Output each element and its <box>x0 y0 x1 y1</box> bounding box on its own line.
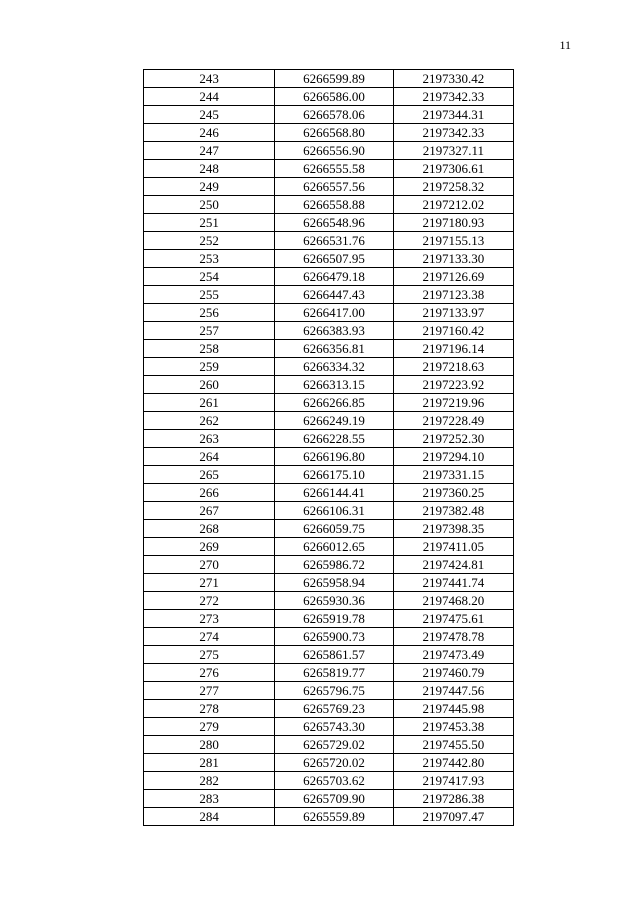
y-coordinate-cell: 2197360.25 <box>393 484 513 502</box>
y-coordinate-cell: 2197411.05 <box>393 538 513 556</box>
x-coordinate-cell: 6265861.57 <box>275 646 393 664</box>
x-coordinate-cell: 6266249.19 <box>275 412 393 430</box>
table-row <box>144 196 514 214</box>
x-coordinate-cell: 6266313.15 <box>275 376 393 394</box>
x-coordinate-cell: 6266568.80 <box>275 124 393 142</box>
table-row <box>144 70 514 88</box>
y-coordinate-cell: 2197252.30 <box>393 430 513 448</box>
x-coordinate-cell: 6265729.02 <box>275 736 393 754</box>
y-coordinate-cell: 2197453.38 <box>393 718 513 736</box>
point-number-cell: 253 <box>144 250 275 268</box>
coordinates-table-body <box>144 70 514 826</box>
point-number-cell: 255 <box>144 286 275 304</box>
point-number-cell: 276 <box>144 664 275 682</box>
point-number-cell: 249 <box>144 178 275 196</box>
table-row <box>144 286 514 304</box>
y-coordinate-cell: 2197424.81 <box>393 556 513 574</box>
table-row <box>144 430 514 448</box>
table-row <box>144 592 514 610</box>
y-coordinate-cell: 2197133.97 <box>393 304 513 322</box>
point-number-cell: 252 <box>144 232 275 250</box>
x-coordinate-cell: 6265819.77 <box>275 664 393 682</box>
table-row <box>144 124 514 142</box>
y-coordinate-cell: 2197342.33 <box>393 88 513 106</box>
table-row <box>144 214 514 232</box>
point-number-cell: 269 <box>144 538 275 556</box>
table-row <box>144 700 514 718</box>
point-number-cell: 263 <box>144 430 275 448</box>
point-number-cell: 268 <box>144 520 275 538</box>
y-coordinate-cell: 2197294.10 <box>393 448 513 466</box>
point-number-cell: 270 <box>144 556 275 574</box>
point-number-cell: 278 <box>144 700 275 718</box>
x-coordinate-cell: 6266578.06 <box>275 106 393 124</box>
table-row <box>144 412 514 430</box>
y-coordinate-cell: 2197219.96 <box>393 394 513 412</box>
y-coordinate-cell: 2197196.14 <box>393 340 513 358</box>
point-number-cell: 274 <box>144 628 275 646</box>
y-coordinate-cell: 2197331.15 <box>393 466 513 484</box>
table-row <box>144 502 514 520</box>
x-coordinate-cell: 6266106.31 <box>275 502 393 520</box>
x-coordinate-cell: 6266558.88 <box>275 196 393 214</box>
point-number-cell: 275 <box>144 646 275 664</box>
y-coordinate-cell: 2197445.98 <box>393 700 513 718</box>
coordinates-table <box>143 69 514 826</box>
table-row <box>144 394 514 412</box>
x-coordinate-cell: 6266334.32 <box>275 358 393 376</box>
point-number-cell: 279 <box>144 718 275 736</box>
point-number-cell: 260 <box>144 376 275 394</box>
table-row <box>144 466 514 484</box>
x-coordinate-cell: 6265743.30 <box>275 718 393 736</box>
point-number-cell: 282 <box>144 772 275 790</box>
x-coordinate-cell: 6266599.89 <box>275 70 393 88</box>
y-coordinate-cell: 2197442.80 <box>393 754 513 772</box>
point-number-cell: 273 <box>144 610 275 628</box>
table-row <box>144 718 514 736</box>
x-coordinate-cell: 6265720.02 <box>275 754 393 772</box>
point-number-cell: 283 <box>144 790 275 808</box>
point-number-cell: 248 <box>144 160 275 178</box>
x-coordinate-cell: 6265900.73 <box>275 628 393 646</box>
point-number-cell: 243 <box>144 70 275 88</box>
point-number-cell: 265 <box>144 466 275 484</box>
page-number: 11 <box>559 38 571 52</box>
y-coordinate-cell: 2197478.78 <box>393 628 513 646</box>
x-coordinate-cell: 6266383.93 <box>275 322 393 340</box>
table-row <box>144 160 514 178</box>
y-coordinate-cell: 2197460.79 <box>393 664 513 682</box>
table-row <box>144 790 514 808</box>
x-coordinate-cell: 6265930.36 <box>275 592 393 610</box>
y-coordinate-cell: 2197473.49 <box>393 646 513 664</box>
table-row <box>144 358 514 376</box>
table-row <box>144 538 514 556</box>
point-number-cell: 261 <box>144 394 275 412</box>
x-coordinate-cell: 6266175.10 <box>275 466 393 484</box>
point-number-cell: 246 <box>144 124 275 142</box>
y-coordinate-cell: 2197223.92 <box>393 376 513 394</box>
y-coordinate-cell: 2197344.31 <box>393 106 513 124</box>
point-number-cell: 251 <box>144 214 275 232</box>
y-coordinate-cell: 2197133.30 <box>393 250 513 268</box>
table-row <box>144 232 514 250</box>
x-coordinate-cell: 6265796.75 <box>275 682 393 700</box>
point-number-cell: 280 <box>144 736 275 754</box>
point-number-cell: 267 <box>144 502 275 520</box>
x-coordinate-cell: 6266557.56 <box>275 178 393 196</box>
x-coordinate-cell: 6266479.18 <box>275 268 393 286</box>
table-row <box>144 610 514 628</box>
y-coordinate-cell: 2197306.61 <box>393 160 513 178</box>
x-coordinate-cell: 6266531.76 <box>275 232 393 250</box>
point-number-cell: 271 <box>144 574 275 592</box>
table-row <box>144 736 514 754</box>
y-coordinate-cell: 2197441.74 <box>393 574 513 592</box>
point-number-cell: 250 <box>144 196 275 214</box>
table-row <box>144 106 514 124</box>
table-row <box>144 178 514 196</box>
x-coordinate-cell: 6266507.95 <box>275 250 393 268</box>
table-row <box>144 322 514 340</box>
x-coordinate-cell: 6265703.62 <box>275 772 393 790</box>
x-coordinate-cell: 6266447.43 <box>275 286 393 304</box>
x-coordinate-cell: 6266228.55 <box>275 430 393 448</box>
x-coordinate-cell: 6266012.65 <box>275 538 393 556</box>
x-coordinate-cell: 6266059.75 <box>275 520 393 538</box>
y-coordinate-cell: 2197258.32 <box>393 178 513 196</box>
table-row <box>144 628 514 646</box>
y-coordinate-cell: 2197123.38 <box>393 286 513 304</box>
point-number-cell: 266 <box>144 484 275 502</box>
x-coordinate-cell: 6266196.80 <box>275 448 393 466</box>
table-row <box>144 682 514 700</box>
point-number-cell: 247 <box>144 142 275 160</box>
table-row <box>144 88 514 106</box>
x-coordinate-cell: 6266144.41 <box>275 484 393 502</box>
y-coordinate-cell: 2197342.33 <box>393 124 513 142</box>
table-row <box>144 250 514 268</box>
x-coordinate-cell: 6265709.90 <box>275 790 393 808</box>
table-row <box>144 142 514 160</box>
x-coordinate-cell: 6266548.96 <box>275 214 393 232</box>
point-number-cell: 257 <box>144 322 275 340</box>
y-coordinate-cell: 2197327.11 <box>393 142 513 160</box>
y-coordinate-cell: 2197228.49 <box>393 412 513 430</box>
y-coordinate-cell: 2197126.69 <box>393 268 513 286</box>
y-coordinate-cell: 2197398.35 <box>393 520 513 538</box>
point-number-cell: 264 <box>144 448 275 466</box>
x-coordinate-cell: 6266266.85 <box>275 394 393 412</box>
table-row <box>144 304 514 322</box>
y-coordinate-cell: 2197382.48 <box>393 502 513 520</box>
y-coordinate-cell: 2197475.61 <box>393 610 513 628</box>
x-coordinate-cell: 6265769.23 <box>275 700 393 718</box>
table-row <box>144 664 514 682</box>
y-coordinate-cell: 2197468.20 <box>393 592 513 610</box>
y-coordinate-cell: 2197455.50 <box>393 736 513 754</box>
point-number-cell: 277 <box>144 682 275 700</box>
point-number-cell: 254 <box>144 268 275 286</box>
table-row <box>144 376 514 394</box>
y-coordinate-cell: 2197180.93 <box>393 214 513 232</box>
table-row <box>144 574 514 592</box>
table-row <box>144 808 514 826</box>
x-coordinate-cell: 6265919.78 <box>275 610 393 628</box>
y-coordinate-cell: 2197417.93 <box>393 772 513 790</box>
x-coordinate-cell: 6266556.90 <box>275 142 393 160</box>
y-coordinate-cell: 2197286.38 <box>393 790 513 808</box>
table-row <box>144 448 514 466</box>
table-row <box>144 754 514 772</box>
x-coordinate-cell: 6265958.94 <box>275 574 393 592</box>
point-number-cell: 244 <box>144 88 275 106</box>
table-row <box>144 340 514 358</box>
y-coordinate-cell: 2197218.63 <box>393 358 513 376</box>
y-coordinate-cell: 2197330.42 <box>393 70 513 88</box>
x-coordinate-cell: 6266356.81 <box>275 340 393 358</box>
y-coordinate-cell: 2197097.47 <box>393 808 513 826</box>
point-number-cell: 259 <box>144 358 275 376</box>
table-row <box>144 772 514 790</box>
table-row <box>144 646 514 664</box>
x-coordinate-cell: 6266555.58 <box>275 160 393 178</box>
point-number-cell: 256 <box>144 304 275 322</box>
point-number-cell: 272 <box>144 592 275 610</box>
x-coordinate-cell: 6265559.89 <box>275 808 393 826</box>
y-coordinate-cell: 2197155.13 <box>393 232 513 250</box>
point-number-cell: 281 <box>144 754 275 772</box>
y-coordinate-cell: 2197212.02 <box>393 196 513 214</box>
table-row <box>144 484 514 502</box>
y-coordinate-cell: 2197160.42 <box>393 322 513 340</box>
point-number-cell: 284 <box>144 808 275 826</box>
y-coordinate-cell: 2197447.56 <box>393 682 513 700</box>
x-coordinate-cell: 6265986.72 <box>275 556 393 574</box>
table-row <box>144 556 514 574</box>
table-row <box>144 520 514 538</box>
point-number-cell: 245 <box>144 106 275 124</box>
x-coordinate-cell: 6266417.00 <box>275 304 393 322</box>
point-number-cell: 258 <box>144 340 275 358</box>
point-number-cell: 262 <box>144 412 275 430</box>
table-row <box>144 268 514 286</box>
x-coordinate-cell: 6266586.00 <box>275 88 393 106</box>
